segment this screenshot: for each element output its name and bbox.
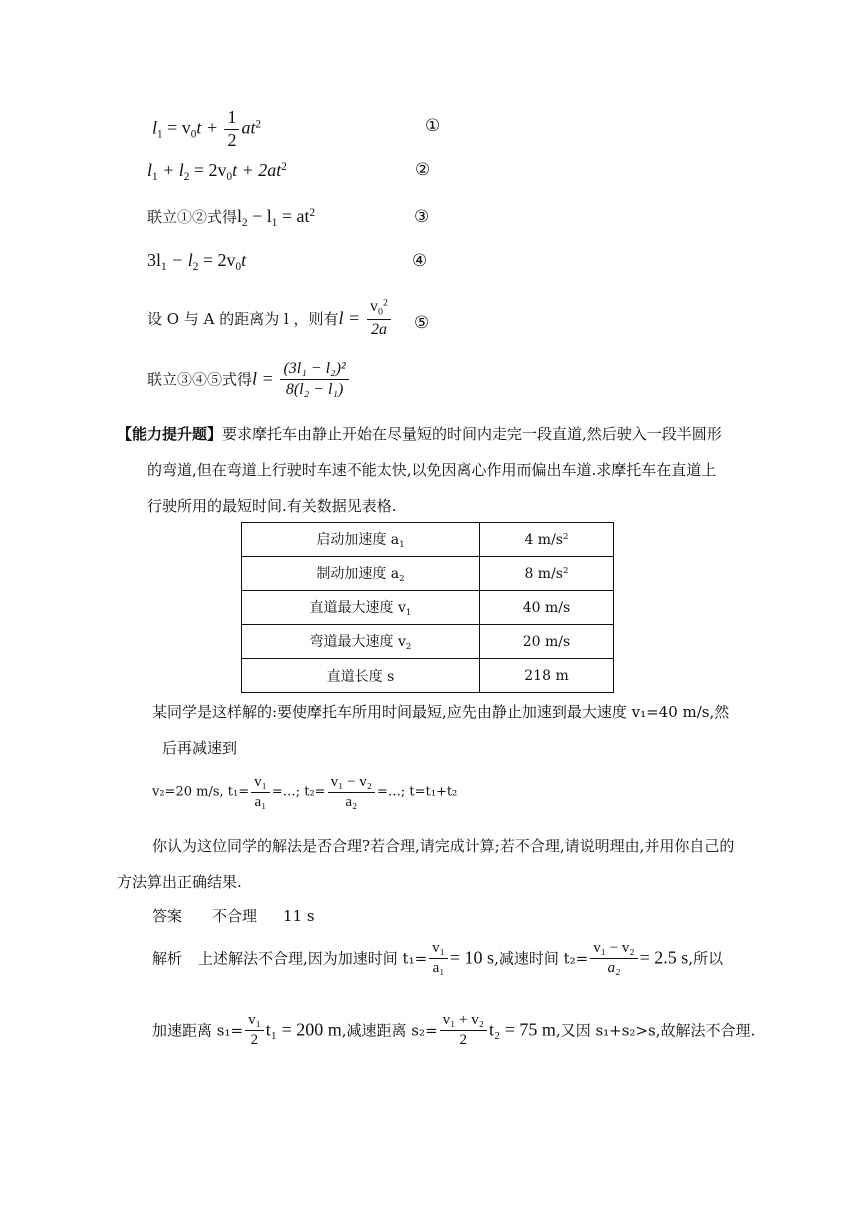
table-row: 启动加速度 $a_1$ 4 $m/s^2$ xyxy=(242,523,614,557)
problem-line-1: 【能力提升题】要求摩托车由静止开始在尽量短的时间内走完一段直道,然后驶入一段半圆形 xyxy=(117,425,722,443)
table-row: 制动加速度 $a_2$ 8 $m/s^2$ xyxy=(242,557,614,591)
answer-line: 答案 不合理 11 s xyxy=(152,907,315,925)
equation-6: 联立③④⑤式得l = $\frac{\text{(3l₁ − l₂)²}}{\text{8(l₂ − l₁)}}$ xyxy=(147,360,351,398)
problem-line-2: 的弯道,但在弯道上行驶时车速不能太快,以免因离心作用而偏出车道.求摩托车在直道上 xyxy=(147,461,717,479)
fraction-result: $\frac{\text{(3l₁ − l₂)²}}{\text{8(l₂ − l₁)}}$ xyxy=(280,360,348,398)
answer-label: 答案 xyxy=(152,907,183,925)
question-line-1: 你认为这位同学的解法是否合理?若合理,请完成计算;若不合理,请说明理由,并用你自己的 xyxy=(152,837,735,855)
problem-line-3: 行驶所用的最短时间.有关数据见表格. xyxy=(147,497,397,515)
equation-5: 设 O 与 A 的距离为 l ，则有l = $\frac{v_0^2}{2a}$ xyxy=(147,298,393,339)
equation-marker-1: ① xyxy=(425,116,441,136)
equation-marker-5: ⑤ xyxy=(414,313,430,333)
equation-4: $3l_1 - l_2 = 2v_0t$ xyxy=(147,250,247,273)
table-row: 直道长度 s 218 m xyxy=(242,659,614,693)
student-line-2: 后再减速到 xyxy=(162,739,238,757)
analysis-line-2: 加速距离 s₁= $\frac{\text{v₁}}{2}$ t₁ = 200 m,减速距离 s₂= $\frac{\text{v₁ + v₂}}{2}$ t₂ = 75 m,又因 s₁+s₂>s,故解法不合理. xyxy=(152,1012,756,1048)
analysis-label: 解析 xyxy=(152,949,183,968)
equation-3: 联立①②式得$l_2 - l_1 = at^2$ xyxy=(147,206,316,229)
student-formula: v₂=20 m/s, t₁= $\frac{\text{v₁}}{\text{a₁}}$ =…; t₂= $\frac{\text{v₁ − v₂}}{\text{a₂}}$ =…; t=t₁+t₂ xyxy=(152,774,458,810)
analysis-line-1: 解析 上述解法不合理,因为加速时间 t₁= $\frac{\text{v₁}}{\text{a₁}}$ = 10 s,减速时间 t₂= $\frac{\text{v₁ − v₂}}{\text{a₂}}$ = 2.5 s,所以 xyxy=(152,940,724,976)
equation-marker-3: ③ xyxy=(414,207,430,227)
student-line-1: 某同学是这样解的:要使摩托车所用时间最短,应先由静止加速到最大速度 v₁=40 m/s,然 xyxy=(152,703,730,721)
equation-2: $l_1 + l_2 = 2v_0t + 2at^2$ xyxy=(147,160,287,183)
equation-marker-2: ② xyxy=(415,160,431,180)
equation-marker-4: ④ xyxy=(412,251,428,271)
equation-1: $l_1 = v_0t$ + $\frac{1}{2}$ $at^2$ xyxy=(152,107,262,150)
table-row: 直道最大速度 $v_1$ 40 m/s xyxy=(242,591,614,625)
fraction-half: $\frac{1}{2}$ xyxy=(224,108,239,151)
table-row: 弯道最大速度 $v_2$ 20 m/s xyxy=(242,625,614,659)
data-table xyxy=(241,522,614,693)
fraction-l: $\frac{v_0^2}{2a}$ xyxy=(367,298,391,339)
problem-tag: 【能力提升题】 xyxy=(117,425,223,443)
question-line-2: 方法算出正确结果. xyxy=(117,873,242,891)
